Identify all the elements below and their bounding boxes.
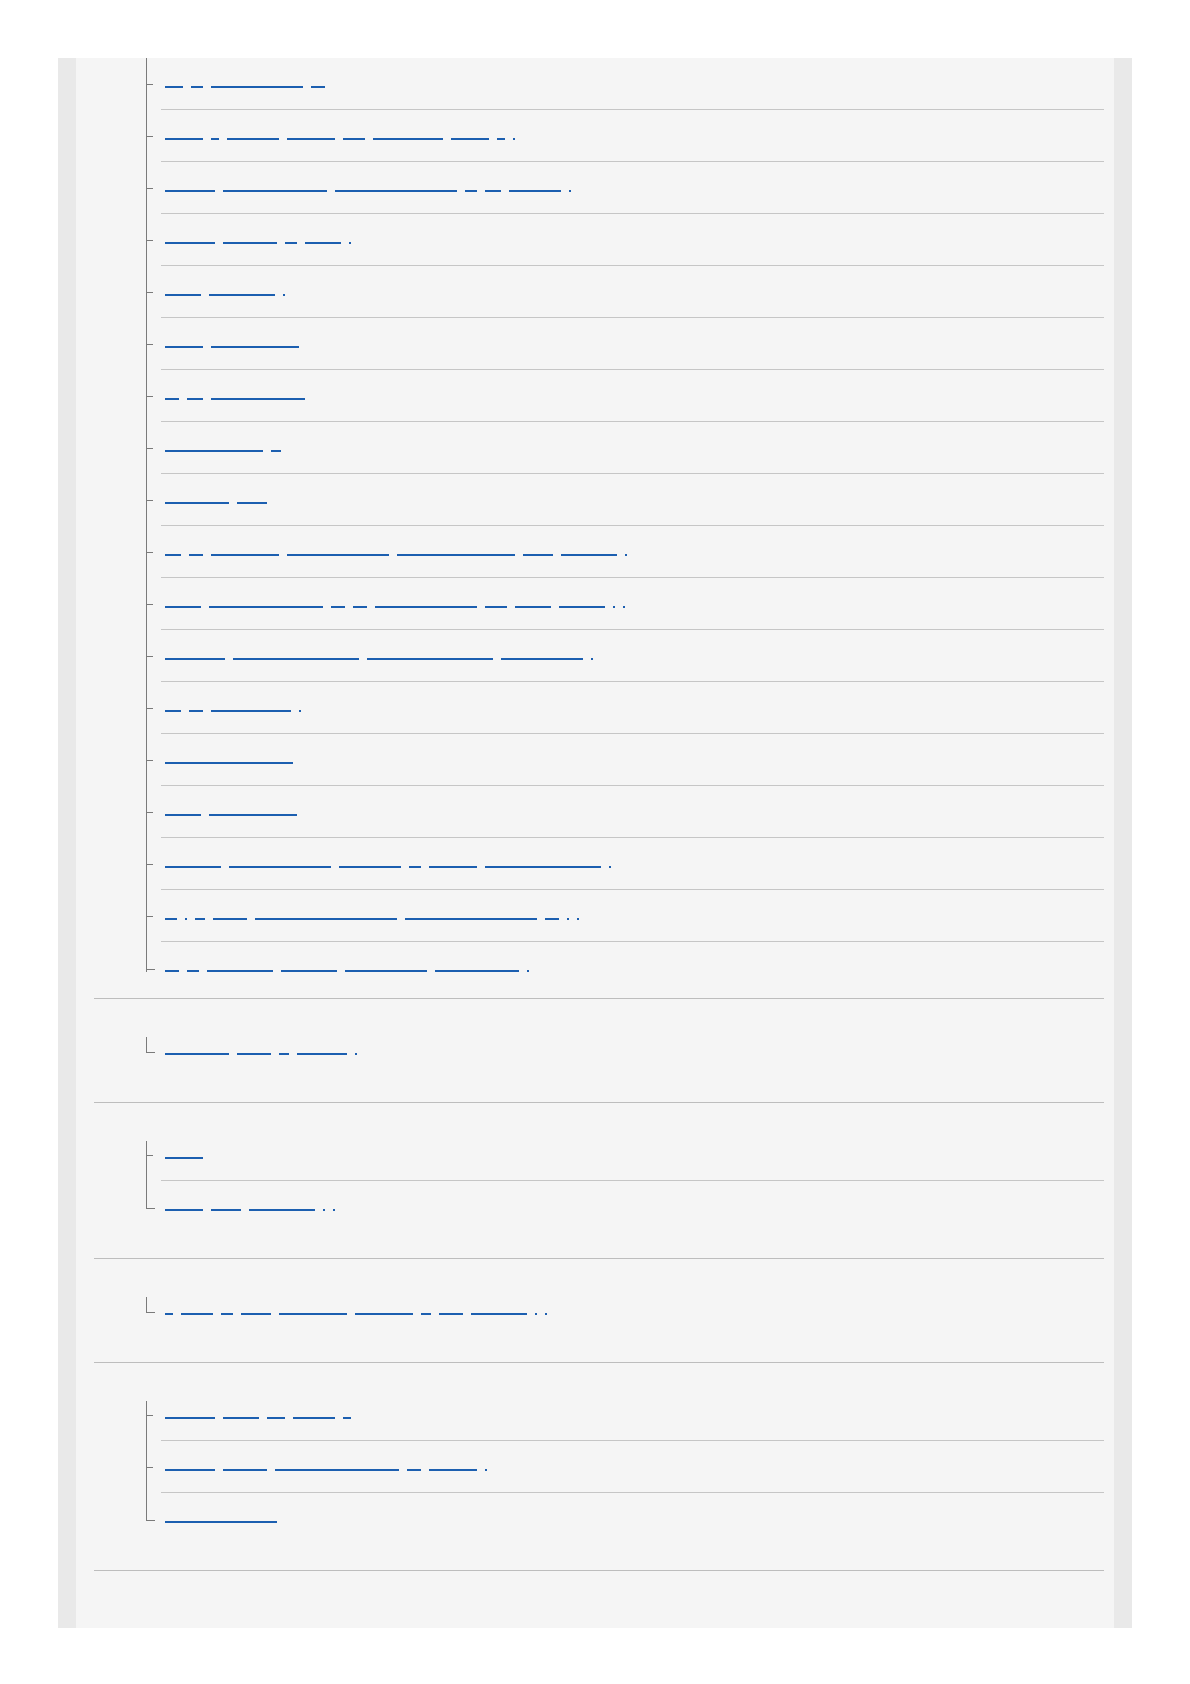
link-text-fragment (211, 710, 291, 712)
link-text-fragment (165, 346, 203, 348)
link-text-fragment (335, 190, 457, 192)
link-text-fragment (465, 190, 477, 192)
tree-elbow (146, 1037, 155, 1053)
link-text-fragment (367, 658, 493, 660)
link-text-fragment (187, 970, 199, 972)
tree-branch (146, 344, 153, 345)
toc-section-3 (94, 1103, 1104, 1259)
link-text-fragment (165, 1209, 203, 1211)
link-text-fragment (485, 190, 501, 192)
link-text-fragment (323, 1209, 325, 1211)
link-text-fragment (211, 86, 303, 88)
section-divider (94, 1570, 1104, 1571)
link-text-fragment (623, 606, 625, 608)
link-text-fragment (223, 242, 277, 244)
link-text-fragment (211, 398, 305, 400)
link-text-fragment (497, 138, 505, 140)
link-text-fragment (353, 606, 367, 608)
toc-entry (146, 734, 1104, 786)
link-text-fragment (349, 242, 351, 244)
toc-link[interactable] (165, 754, 301, 768)
link-text-fragment (165, 398, 179, 400)
link-text-fragment (567, 918, 569, 920)
link-text-fragment (355, 1313, 413, 1315)
toc-link[interactable] (165, 1305, 555, 1319)
link-text-fragment (471, 1313, 527, 1315)
tree-elbow (146, 954, 155, 970)
toc-entry (146, 890, 1104, 942)
toc-link[interactable] (165, 546, 635, 560)
link-text-fragment (211, 554, 279, 556)
tree-elbow (146, 1505, 155, 1521)
toc-entry (146, 786, 1104, 838)
link-text-fragment (513, 138, 515, 140)
tree-branch (146, 552, 153, 553)
link-text-fragment (165, 970, 179, 972)
link-text-fragment (559, 606, 605, 608)
link-text-fragment (501, 658, 583, 660)
link-text-fragment (165, 918, 177, 920)
link-text-fragment (609, 866, 611, 868)
link-text-fragment (405, 918, 537, 920)
toc-entry (146, 1285, 1104, 1337)
link-text-fragment (355, 1053, 357, 1055)
link-text-fragment (165, 554, 181, 556)
link-text-fragment (267, 1417, 285, 1419)
link-text-fragment (561, 554, 617, 556)
tree-branch (146, 864, 153, 865)
link-text-fragment (287, 138, 335, 140)
toc-link[interactable] (165, 182, 579, 196)
link-text-fragment (209, 814, 297, 816)
link-text-fragment (255, 918, 397, 920)
tree-branch (146, 448, 153, 449)
link-text-fragment (211, 138, 219, 140)
link-text-fragment (275, 1469, 399, 1471)
link-text-fragment (165, 1157, 203, 1159)
link-text-fragment (209, 294, 275, 296)
toc-entry (146, 1181, 1104, 1233)
link-text-fragment (523, 554, 553, 556)
toc-entry (146, 526, 1104, 578)
link-text-fragment (279, 1313, 347, 1315)
tree-branch (146, 916, 153, 917)
link-text-fragment (373, 138, 443, 140)
link-text-fragment (165, 190, 215, 192)
link-text-fragment (429, 1469, 477, 1471)
link-text-fragment (439, 1313, 463, 1315)
link-text-fragment (285, 242, 297, 244)
link-text-fragment (229, 866, 331, 868)
toc-link[interactable] (165, 130, 523, 144)
link-text-fragment (397, 554, 515, 556)
toc-entry (146, 1389, 1104, 1441)
toc-link[interactable] (165, 442, 289, 456)
toc-entry (146, 474, 1104, 526)
link-text-fragment (577, 918, 579, 920)
toc-link[interactable] (165, 1513, 285, 1527)
link-text-fragment (271, 450, 281, 452)
toc-entry (146, 682, 1104, 734)
link-text-fragment (165, 294, 201, 296)
link-text-fragment (591, 658, 593, 660)
link-text-fragment (299, 710, 301, 712)
link-text-fragment (375, 606, 477, 608)
tree-branch (146, 500, 153, 501)
toc-link[interactable] (165, 494, 275, 508)
toc-link[interactable] (165, 1409, 359, 1423)
link-text-fragment (165, 1417, 215, 1419)
link-text-fragment (165, 86, 183, 88)
link-text-fragment (207, 970, 273, 972)
link-text-fragment (187, 398, 203, 400)
link-text-fragment (227, 138, 279, 140)
tree-branch (146, 760, 153, 761)
toc-link[interactable] (165, 1461, 495, 1475)
tree-elbow (146, 1193, 155, 1209)
link-text-fragment (485, 866, 601, 868)
link-text-fragment (509, 190, 561, 192)
link-text-fragment (287, 554, 389, 556)
toc-section-2 (94, 999, 1104, 1103)
tree-branch (146, 136, 153, 137)
link-text-fragment (213, 918, 247, 920)
toc-entry (146, 370, 1104, 422)
link-text-fragment (613, 606, 615, 608)
link-text-fragment (625, 554, 627, 556)
link-text-fragment (189, 710, 203, 712)
toc-link[interactable] (165, 338, 307, 352)
link-text-fragment (429, 866, 477, 868)
link-text-fragment (195, 918, 205, 920)
toc-entry (146, 1493, 1104, 1545)
link-text-fragment (305, 242, 341, 244)
link-text-fragment (249, 1209, 315, 1211)
toc-entry (146, 578, 1104, 630)
toc-link[interactable] (165, 1045, 365, 1059)
link-text-fragment (221, 1313, 233, 1315)
link-text-fragment (241, 1313, 271, 1315)
toc-entry (146, 58, 1104, 110)
link-text-fragment (515, 606, 551, 608)
link-text-fragment (311, 86, 325, 88)
toc-link[interactable] (165, 806, 305, 820)
link-text-fragment (165, 1053, 229, 1055)
link-text-fragment (485, 606, 507, 608)
link-text-fragment (343, 138, 365, 140)
link-text-fragment (233, 658, 359, 660)
tree-branch (146, 656, 153, 657)
link-text-fragment (293, 1417, 335, 1419)
link-text-fragment (211, 346, 299, 348)
link-text-fragment (435, 970, 519, 972)
tree-branch (146, 1467, 153, 1468)
link-text-fragment (165, 502, 229, 504)
toc-entry (146, 214, 1104, 266)
tree-branch (146, 708, 153, 709)
link-text-fragment (223, 1417, 259, 1419)
link-text-fragment (165, 242, 215, 244)
link-text-fragment (451, 138, 489, 140)
link-text-fragment (185, 918, 187, 920)
toc-entry (146, 630, 1104, 682)
link-text-fragment (211, 1209, 241, 1211)
toc-entry (146, 942, 1104, 994)
link-text-fragment (421, 1313, 431, 1315)
link-text-fragment (343, 1417, 351, 1419)
link-text-fragment (283, 294, 285, 296)
toc-entry (146, 110, 1104, 162)
tree-branch (146, 604, 153, 605)
link-text-fragment (165, 814, 201, 816)
tree-branch (146, 292, 153, 293)
link-text-fragment (209, 606, 323, 608)
link-text-fragment (331, 606, 345, 608)
link-text-fragment (165, 138, 203, 140)
link-text-fragment (223, 190, 327, 192)
link-text-fragment (189, 554, 203, 556)
toc-section-1 (94, 58, 1104, 999)
toc-entry (146, 1441, 1104, 1493)
link-text-fragment (165, 1469, 215, 1471)
toc-section-5 (94, 1363, 1104, 1571)
toc-link[interactable] (165, 286, 293, 300)
link-text-fragment (407, 1469, 421, 1471)
toc-link[interactable] (165, 858, 619, 872)
toc-entry (146, 1129, 1104, 1181)
link-text-fragment (345, 970, 427, 972)
link-text-fragment (165, 762, 293, 764)
tree-branch (146, 1415, 153, 1416)
tree-branch (146, 84, 153, 85)
toc-entry (146, 422, 1104, 474)
tree-branch (146, 188, 153, 189)
link-text-fragment (181, 1313, 213, 1315)
link-text-fragment (165, 1521, 277, 1523)
toc-section-4 (94, 1259, 1104, 1363)
toc-link[interactable] (165, 234, 359, 248)
link-text-fragment (279, 1053, 289, 1055)
link-text-fragment (237, 1053, 271, 1055)
toc-link[interactable] (165, 1201, 343, 1215)
toc-panel (76, 58, 1114, 1628)
link-text-fragment (165, 450, 263, 452)
toc-entry (146, 162, 1104, 214)
tree-elbow (146, 1297, 155, 1313)
toc-link[interactable] (165, 962, 537, 976)
tree-branch (146, 1155, 153, 1156)
page-frame (58, 58, 1132, 1628)
link-text-fragment (409, 866, 421, 868)
toc-entry (146, 838, 1104, 890)
link-text-fragment (545, 1313, 547, 1315)
link-text-fragment (165, 866, 221, 868)
link-text-fragment (165, 1313, 173, 1315)
toc-link[interactable] (165, 1149, 211, 1163)
link-text-fragment (545, 918, 559, 920)
tree-branch (146, 396, 153, 397)
link-text-fragment (333, 1209, 335, 1211)
toc-entry (146, 318, 1104, 370)
link-text-fragment (165, 606, 201, 608)
toc-entry (146, 266, 1104, 318)
link-text-fragment (223, 1469, 267, 1471)
link-text-fragment (535, 1313, 537, 1315)
link-text-fragment (191, 86, 203, 88)
link-text-fragment (527, 970, 529, 972)
toc-link[interactable] (165, 598, 633, 612)
link-text-fragment (339, 866, 401, 868)
link-text-fragment (281, 970, 337, 972)
link-text-fragment (165, 658, 225, 660)
toc-link[interactable] (165, 390, 313, 404)
link-text-fragment (569, 190, 571, 192)
link-text-fragment (485, 1469, 487, 1471)
link-text-fragment (165, 710, 181, 712)
toc-link[interactable] (165, 702, 309, 716)
tree-branch (146, 812, 153, 813)
toc-link[interactable] (165, 78, 333, 92)
toc-entry (146, 1025, 1104, 1077)
tree-branch (146, 240, 153, 241)
toc-link[interactable] (165, 650, 601, 664)
toc-link[interactable] (165, 910, 587, 924)
link-text-fragment (297, 1053, 347, 1055)
link-text-fragment (237, 502, 267, 504)
